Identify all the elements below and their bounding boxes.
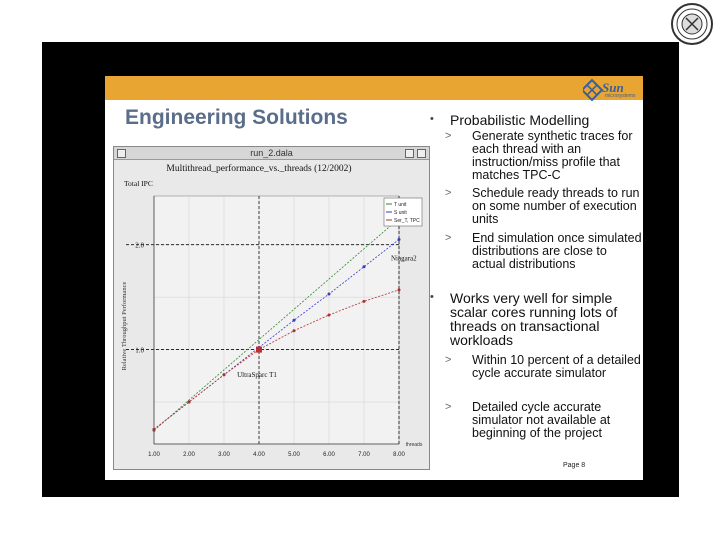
x-tick-label: 3.00 bbox=[218, 452, 230, 458]
bullet-dot-icon: • bbox=[430, 113, 434, 125]
throughput-chart bbox=[114, 160, 429, 468]
maximize-icon[interactable] bbox=[417, 149, 426, 158]
data-point bbox=[328, 313, 331, 316]
x-tick-label: 5.00 bbox=[288, 452, 300, 458]
data-point bbox=[188, 401, 191, 404]
data-point bbox=[293, 329, 296, 332]
sub-bullet-arrow-icon: > bbox=[445, 187, 452, 199]
data-point bbox=[293, 319, 296, 322]
sub-bullet-text: Within 10 percent of a detailed cycle accurate simulator bbox=[472, 353, 641, 380]
data-point bbox=[153, 428, 156, 431]
annotation-label: UltraSparc T1 bbox=[237, 370, 277, 379]
x-tick-label: 8.00 bbox=[393, 452, 405, 458]
legend-label: S unit bbox=[394, 210, 407, 216]
slide bbox=[105, 76, 643, 480]
x-tick-label: 7.00 bbox=[358, 452, 370, 458]
bullet-text: Works very well for simple scalar cores running lots of threads on transactional workloads bbox=[450, 290, 618, 348]
plot-window-title: run_2.dala bbox=[250, 148, 293, 158]
data-point bbox=[363, 300, 366, 303]
window-menu-icon[interactable] bbox=[117, 149, 126, 158]
bullet-dot-icon: • bbox=[430, 291, 434, 303]
university-seal-logo bbox=[668, 2, 716, 46]
slide-title: Engineering Solutions bbox=[125, 106, 348, 129]
page-number: Page 8 bbox=[563, 462, 586, 469]
highlight-point bbox=[256, 347, 262, 353]
x-tick-label: 4.00 bbox=[253, 452, 265, 458]
x-tick-label: 2.00 bbox=[183, 452, 195, 458]
data-point bbox=[363, 265, 366, 268]
data-point bbox=[328, 293, 331, 296]
y-axis-label: Relative Throughput Performance bbox=[121, 281, 128, 371]
annotation-label: Niagara2 bbox=[391, 254, 417, 263]
y-axis-caption: Total IPC bbox=[124, 179, 153, 188]
bullet-text: Probabilistic Modelling bbox=[450, 112, 590, 128]
sun-logo-text: Sun bbox=[602, 80, 624, 95]
legend-label: Ser_T, TPC bbox=[394, 218, 420, 224]
sub-bullet-arrow-icon: > bbox=[445, 232, 452, 244]
plot-area bbox=[154, 196, 399, 444]
sub-bullet-arrow-icon: > bbox=[445, 401, 452, 413]
data-point bbox=[223, 373, 226, 376]
chart-title: Multithread_performance_vs._threads (12/2002) bbox=[166, 164, 352, 174]
sub-bullet-arrow-icon: > bbox=[445, 354, 452, 366]
sub-bullet-text: Schedule ready threads to run on some number of execution units bbox=[472, 186, 640, 226]
plot-window bbox=[113, 146, 430, 470]
slide-header-bar bbox=[105, 76, 643, 100]
y-tick-label: 1.0 bbox=[135, 346, 144, 355]
data-point bbox=[398, 238, 401, 241]
sub-bullet-arrow-icon: > bbox=[445, 130, 452, 142]
plot-window-titlebar bbox=[114, 147, 429, 160]
minimize-icon[interactable] bbox=[405, 149, 414, 158]
y-tick-label: 2.0 bbox=[135, 241, 144, 250]
x-tick-label: 6.00 bbox=[323, 452, 335, 458]
sub-bullet-text: Generate synthetic traces for each thread with an instruction/miss profile that matches TPC-C bbox=[472, 129, 633, 182]
sun-logo-subtext: microsystems bbox=[605, 93, 636, 99]
legend-label: T unit bbox=[394, 202, 407, 208]
x-tick-label: 1.00 bbox=[148, 452, 160, 458]
sub-bullet-text: End simulation once simulated distributions are close to actual distributions bbox=[472, 231, 642, 271]
x-axis-label: threads bbox=[405, 442, 423, 448]
sub-bullet-text: Detailed cycle accurate simulator not available at beginning of the project bbox=[472, 400, 611, 440]
data-point bbox=[398, 288, 401, 291]
